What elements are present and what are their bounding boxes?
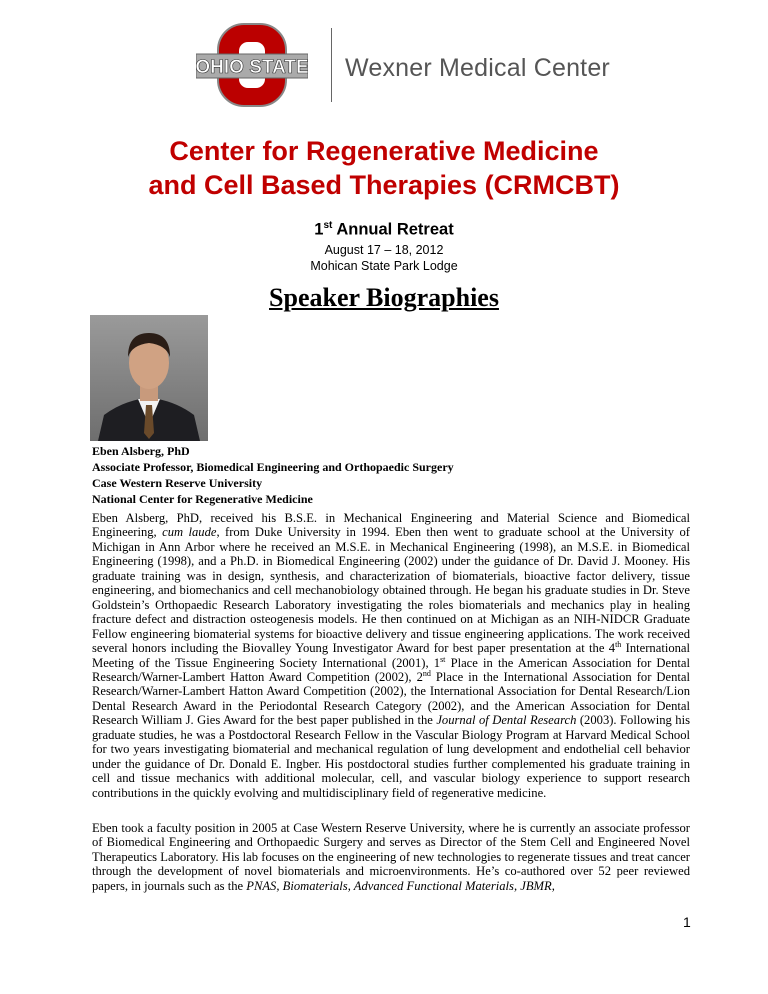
bio-text: Eben Alsberg, PhD, received his B.S.E. in Mechanical Engineering and Material Science and Biomedical Engineering, [92,511,690,540]
bio-text: Place in the International Association for Dental Research/Warner-Lambert Hatton Award Competition (2002), the International Association for Dental Research/Lion Dental Research Award in the Periodontal Research Category (2002), and the American Association for Dental Research William J. Gies Award for the best paper published in the [92,669,690,728]
logo-divider [331,28,332,102]
speaker-institution: Case Western Reserve University [92,476,263,490]
title-line-1: Center for Regenerative Medicine [169,136,599,166]
speaker-center: National Center for Regenerative Medicine [92,492,313,506]
retreat-name: Annual Retreat [332,220,454,239]
bio-superscript: th [615,639,622,649]
center-title [0,134,768,202]
org-name: Wexner Medical Center [345,54,610,82]
speaker-title: Associate Professor, Biomedical Engineering and Orthopaedic Surgery [92,460,454,474]
event-dates: August 17 – 18, 2012 [324,243,444,257]
retreat-heading [0,220,768,240]
speaker-photo [90,315,208,441]
event-location: Mohican State Park Lodge [310,259,458,273]
bio-paragraph-1 [92,511,690,800]
page-number: 1 [683,914,691,930]
bio-text: Eben took a faculty position in 2005 at Case Western Reserve University, where he is currently an associate professor of Biomedical Engineering and Orthopaedic Surgery and serves as Director of the Stem Cell and Engineered Novel Therapeutics Laboratory. His lab focuses on the engineering of new technologies to regenerate tissues and treat cancer through the development of novel biomaterials and microenvironments. He’s co-authored over 52 peer reviewed papers, in journals such as the [92,821,690,893]
bio-italic: cum laude [162,525,217,540]
bio-italic: Journal of Dental Research [436,713,577,728]
bio-text: , from Duke University in 1994. Eben then went to graduate school at the University of Michigan in Ann Arbor where he received an M.S.E. in Mechanical Engineering (1998), an M.S.E. in Biomedical Engineering (1998), and a Ph.D. in Biomedical Engineering (2002) under the guidance of Dr. David J. Mooney. His graduate training was in design, synthesis, and characterization of biomaterials, bioactive factor delivery, tissue engineering, and biomechanics and cell mechanobiology obtained through. He began his graduate studies in Dr. Steve Goldstein’s Orthopaedic Research Laboratory investigating the roles biomaterials and mechanics play in healing fracture defect and distraction osteogenesis models. He then continued on at Michigan as an NIH-NIDCR Graduate Fellow engineering biomaterial systems for bioactive delivery and tissue engineering applications. The work received several honors including the Biovalley Young Investigator Award for best paper presentation at the 4 [92,525,690,656]
bio-text: Place in the American Association for Dental Research/Warner-Lambert Hatton Award Competition (2002), 2 [92,655,690,684]
speaker-name: Eben Alsberg, PhD [92,444,190,458]
bio-paragraph-2 [92,821,690,893]
title-line-2: and Cell Based Therapies (CRMCBT) [148,170,620,200]
bio-italic: PNAS, Biomaterials, Advanced Functional Materials, JBMR, [246,878,555,893]
speaker-info [92,443,454,507]
bio-superscript: st [440,654,446,664]
logo-wordmark: OHIO STATE [196,57,308,78]
bio-text: International Meeting of the Tissue Engineering Society International (2001), 1 [92,641,690,670]
bio-text: (2003). Following his graduate studies, he was a Postdoctoral Research Fellow in the Vascular Biology Program at Harvard Medical School for two years investigating biomaterial and mechanical regulation of lung development and endothelial cell behavior under the guidance of Dr. Donald E. Ingber. His postdoctoral studies further complemented his graduate training in cell and tissue mechanics with additional molecular, cell, and vascular biology experience to support research contributions in the quickly evolving and multidisciplinary field of regenerative medicine. [92,713,690,800]
retreat-ordinal: 1 [314,220,324,239]
retreat-ordinal-suffix: st [323,220,333,231]
section-heading: Speaker Biographies [269,283,499,312]
bio-superscript: nd [422,668,431,678]
ohio-state-logo [196,22,308,108]
